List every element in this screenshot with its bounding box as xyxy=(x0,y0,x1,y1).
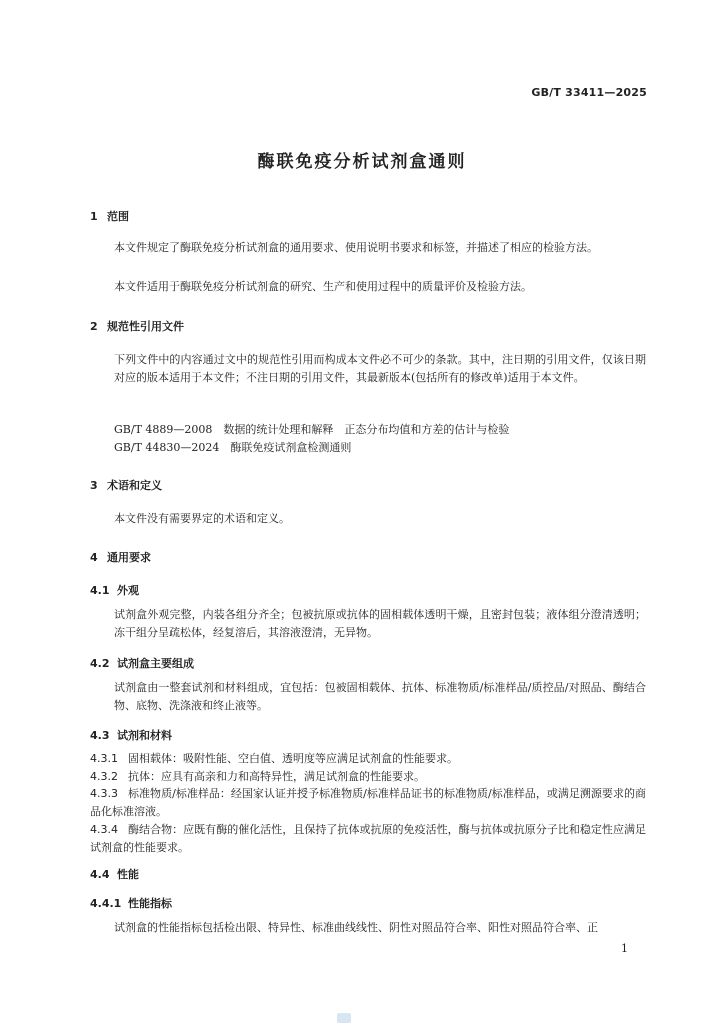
paragraph-4-2: 试剂盒由一整套试剂和材料组成，宜包括：包被固相载体、抗体、标准物质/标准样品/质控品/对照品、酶结合物、底物、洗涤液和终止液等。 xyxy=(114,681,646,712)
reference-item: GB/T 44830—2024 酶联免疫试剂盒检测通则 xyxy=(114,441,352,454)
heading-2: 2 规范性引用文件 xyxy=(90,320,184,333)
document-title: 酶联免疫分析试剂盒通则 xyxy=(257,152,467,172)
heading-4-2: 4.2 试剂盒主要组成 xyxy=(90,657,194,670)
heading-3: 3 术语和定义 xyxy=(90,479,162,492)
clause-4-3-4: 4.3.4 酶结合物：应既有酶的催化活性，且保持了抗体或抗原的免疫活性，酶与抗体或抗原分子比和稳定性应满足试剂盒的性能要求。 xyxy=(90,823,646,854)
paragraph-4-1: 试剂盒外观完整，内装各组分齐全；包被抗原或抗体的固相载体透明干燥，且密封包装；液体组分澄清透明；冻干组分呈疏松体，经复溶后，其溶液澄清，无异物。 xyxy=(114,608,646,639)
paragraph-2-1: 下列文件中的内容通过文中的规范性引用而构成本文件必不可少的条款。其中，注日期的引用文件，仅该日期对应的版本适用于本文件；不注日期的引用文件，其最新版本(包括所有的修改单)适用于本文件。 xyxy=(114,353,646,384)
heading-4-1: 4.1 外观 xyxy=(90,584,139,597)
reference-item: GB/T 4889—2008 数据的统计处理和解释 正态分布均值和方差的估计与检验 xyxy=(114,423,510,436)
clause-4-3-1: 4.3.1 固相载体：吸附性能、空白值、透明度等应满足试剂盒的性能要求。 xyxy=(90,752,458,765)
paragraph-4-4-1: 试剂盒的性能指标包括检出限、特异性、标准曲线线性、阴性对照品符合率、阳性对照品符合率、正 xyxy=(114,921,598,934)
heading-4-4-1: 4.4.1 性能指标 xyxy=(90,897,172,910)
watermark-mark xyxy=(337,1013,351,1023)
standard-number: GB/T 33411—2025 xyxy=(531,86,647,99)
heading-4-3: 4.3 试剂和材料 xyxy=(90,729,172,742)
clause-4-3-3: 4.3.3 标准物质/标准样品：经国家认证并授予标准物质/标准样品证书的标准物质/标准样品，或满足溯源要求的商品化标准溶液。 xyxy=(90,787,646,818)
paragraph-1-2: 本文件适用于酶联免疫分析试剂盒的研究、生产和使用过程中的质量评价及检验方法。 xyxy=(114,280,532,293)
page-number: 1 xyxy=(621,942,628,955)
paragraph-3-1: 本文件没有需要界定的术语和定义。 xyxy=(114,512,290,525)
heading-4: 4 通用要求 xyxy=(90,551,151,564)
heading-4-4: 4.4 性能 xyxy=(90,868,139,881)
clause-4-3-2: 4.3.2 抗体：应具有高亲和力和高特异性，满足试剂盒的性能要求。 xyxy=(90,770,425,783)
paragraph-1-1: 本文件规定了酶联免疫分析试剂盒的通用要求、使用说明书要求和标签，并描述了相应的检验方法。 xyxy=(114,241,598,254)
heading-1: 1 范围 xyxy=(90,210,129,223)
